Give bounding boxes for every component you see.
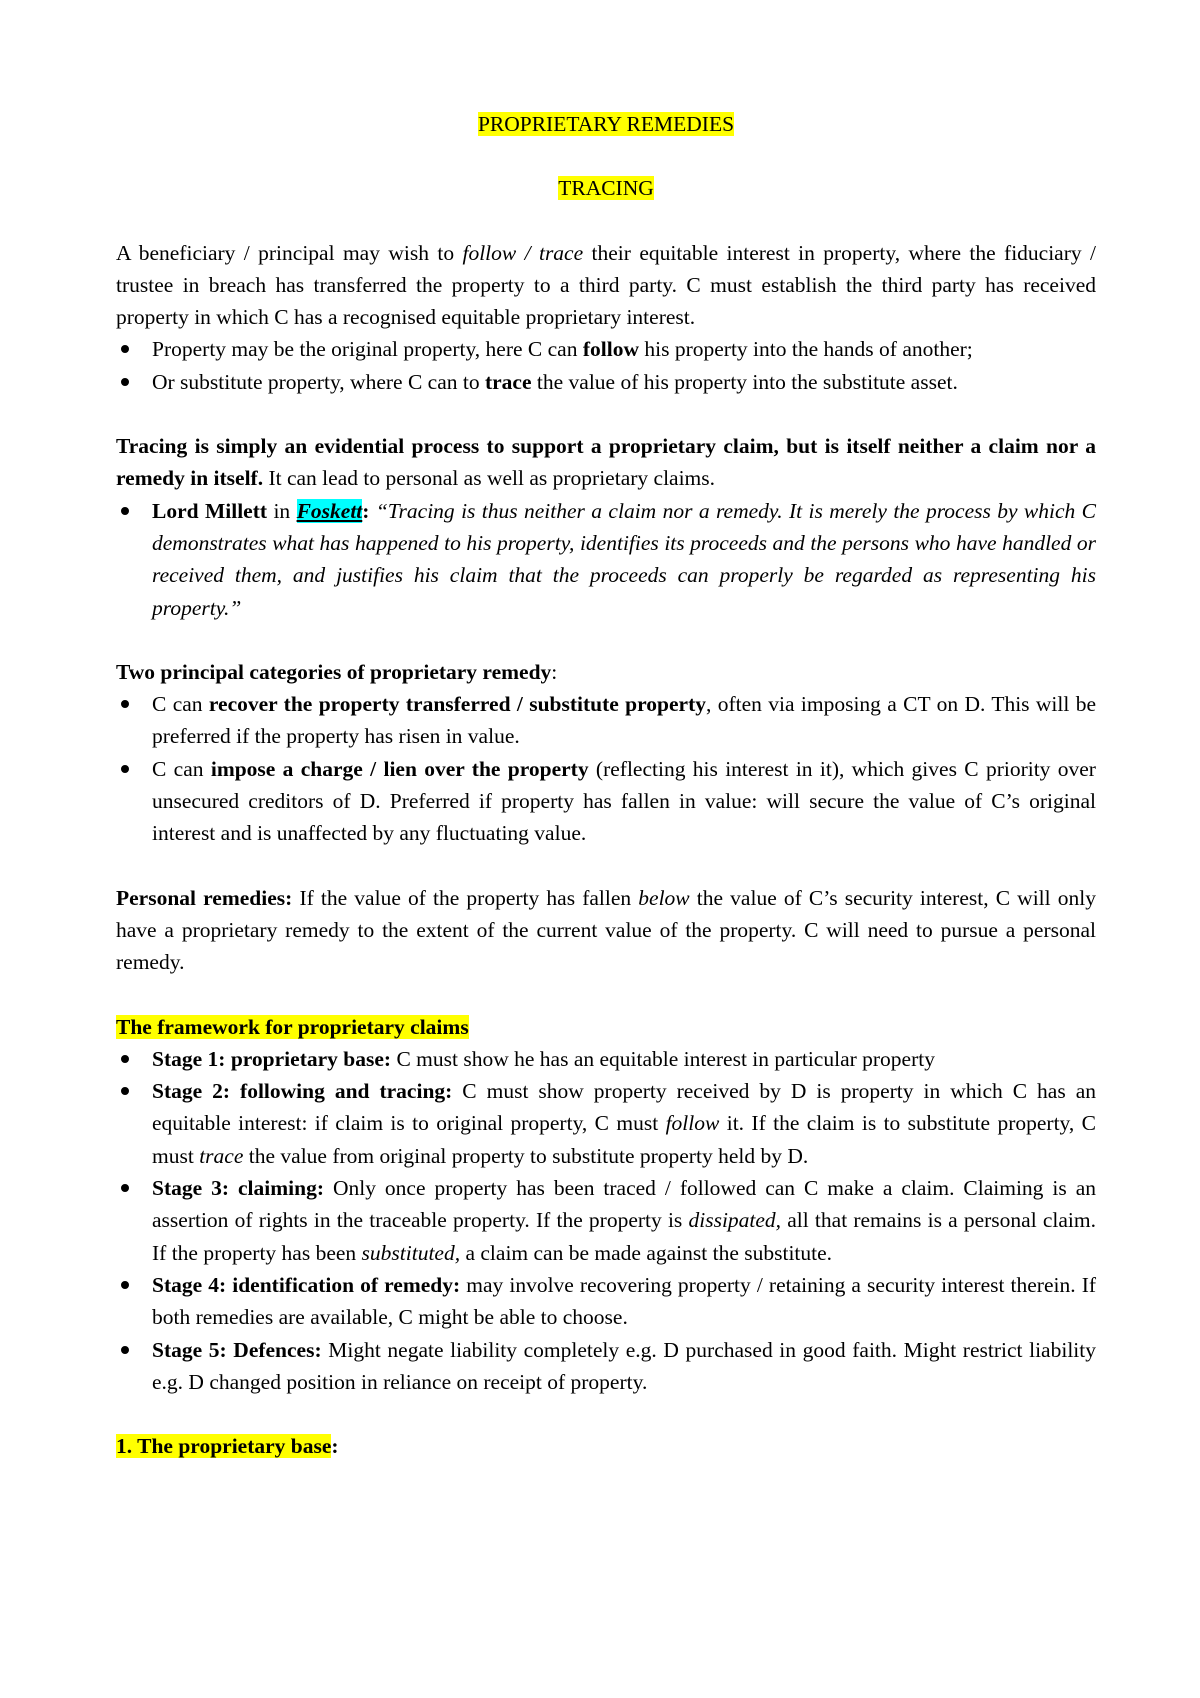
personal-remedies-paragraph: [116, 882, 1096, 979]
spacer: [116, 979, 1096, 1011]
list-item: [116, 495, 1096, 624]
list-item-bold: impose a charge / lien over the property: [210, 756, 589, 781]
section-title-text: TRACING: [558, 176, 654, 201]
spacer: [116, 850, 1096, 882]
list-item: [116, 688, 1096, 753]
list-item: [116, 753, 1096, 850]
list-item-text: , often via imposing a CT on D. This will be preferred if the property has risen in value.: [152, 692, 1096, 749]
list-item-text: in: [267, 498, 297, 523]
stage-text: Only once property has been traced / followed can C make a claim. Claiming is an assertion of rights in the traceable property. If the property is: [152, 1176, 1096, 1233]
colon: :: [551, 659, 558, 684]
stage-text: may involve recovering property / retaining a security interest therein. If both remedies are available, C might be able to choose.: [152, 1272, 1097, 1330]
stage-text: all that remains is a personal claim. If the property has been: [152, 1208, 1096, 1265]
list-item: [116, 1075, 1096, 1172]
categories-list: [116, 688, 1096, 849]
list-item: [116, 1043, 1096, 1075]
stage-text: C must show property received by D is property in which C has an equitable interest: if claim is to original property, C must: [152, 1079, 1096, 1136]
intro-text: A beneficiary / principal may wish to: [116, 240, 463, 265]
framework-list: [116, 1043, 1096, 1398]
spacer: [116, 1398, 1096, 1430]
document-page: [116, 108, 1096, 1462]
stage-label: Stage 2: following and tracing:: [152, 1079, 453, 1104]
intro-paragraph: [116, 237, 1096, 334]
section-1-heading: [116, 1430, 1096, 1462]
list-item-text: his property into the hands of another;: [639, 337, 973, 362]
quote-text: “Tracing is thus neither a claim nor a remedy. It is merely the process by which C demonstrates what has happened to his property, identifies its proceeds and the persons who have handled or received them, and justifies his claim that the proceeds can properly be regarded as representing his property.”: [152, 498, 1096, 620]
list-item-text: the value of his property into the substitute asset.: [531, 369, 958, 394]
categories-heading: [116, 656, 1096, 688]
list-item-text: Or substitute property, where C can to: [152, 369, 485, 394]
list-item: [116, 1269, 1096, 1334]
stage-text: a claim can be made against the substitute.: [460, 1240, 833, 1265]
stage-italic: substituted,: [361, 1240, 461, 1265]
personal-label: Personal remedies:: [116, 885, 293, 910]
framework-heading: [116, 1011, 1096, 1043]
page-title-text: PROPRIETARY REMEDIES: [477, 112, 735, 136]
personal-text-rest: the value of C’s security interest, C will only have a proprietary remedy to the extent of the current value of the property. C will need to pursue a personal remedy.: [116, 885, 1096, 975]
stage-label: Stage 3: claiming:: [152, 1176, 324, 1201]
section-1-heading-text: 1. The proprietary base: [116, 1434, 332, 1459]
stage-text: the value from original property to substitute property held by D.: [243, 1143, 809, 1168]
tracing-paragraph: [116, 430, 1096, 495]
list-item: [116, 1334, 1096, 1399]
millett-list: [116, 495, 1096, 624]
case-name: Foskett: [296, 498, 363, 523]
list-item-text: C can: [152, 756, 211, 781]
intro-bullet-list: [116, 333, 1096, 398]
stage-text: it. If the claim is to substitute property, C must: [152, 1111, 1096, 1168]
list-item-bold: follow: [582, 337, 639, 362]
list-item-text: (reflecting his interest in it), which gives C priority over unsecured creditors of D. Preferred if property has fallen in value: will secure the value of C’s original interest and is unaffected by any fluctuating value.: [152, 756, 1096, 846]
list-item-bold: trace: [484, 369, 532, 394]
personal-italic: below: [638, 885, 690, 910]
stage-label: Stage 5: Defences:: [152, 1337, 322, 1362]
list-item: [116, 333, 1096, 365]
framework-heading-text: The framework for proprietary claims: [116, 1014, 469, 1039]
stage-text: Might negate liability completely e.g. D purchased in good faith. Might restrict liability e.g. D changed position in reliance on receipt of property.: [152, 1337, 1096, 1394]
list-item-text: C can: [152, 692, 209, 717]
spacer: [116, 624, 1096, 656]
stage-text: C must show he has an equitable interest in particular property: [391, 1046, 935, 1071]
intro-italic: follow / trace: [462, 240, 584, 265]
categories-heading-text: Two principal categories of proprietary remedy: [116, 659, 552, 684]
judge-name: Lord Millett: [152, 498, 268, 523]
page-title: [116, 108, 1096, 140]
stage-italic: follow: [665, 1111, 720, 1136]
stage-italic: dissipated,: [688, 1208, 782, 1233]
section-title: [116, 172, 1096, 204]
stage-italic: trace: [199, 1143, 244, 1168]
stage-label: Stage 4: identification of remedy:: [152, 1272, 461, 1297]
spacer: [116, 398, 1096, 430]
tracing-text: It can lead to personal as well as proprietary claims.: [263, 466, 716, 491]
list-item-text: Property may be the original property, here C can: [152, 337, 583, 362]
tracing-bold: Tracing is simply an evidential process to support a proprietary claim, but is itself neither a claim nor a remedy in itself.: [116, 434, 1096, 491]
list-item: [116, 366, 1096, 398]
list-item-bold: recover the property transferred / substitute property: [208, 692, 706, 717]
list-item: [116, 1172, 1096, 1269]
intro-text-rest: their equitable interest in property, where the fiduciary / trustee in breach has transferred the property to a third party. C must establish the third party has received property in which C has a recognised equitable proprietary interest.: [116, 240, 1096, 330]
colon: :: [362, 498, 370, 523]
personal-text: If the value of the property has fallen: [292, 885, 639, 910]
colon: :: [331, 1434, 339, 1459]
stage-label: Stage 1: proprietary base:: [152, 1046, 392, 1071]
